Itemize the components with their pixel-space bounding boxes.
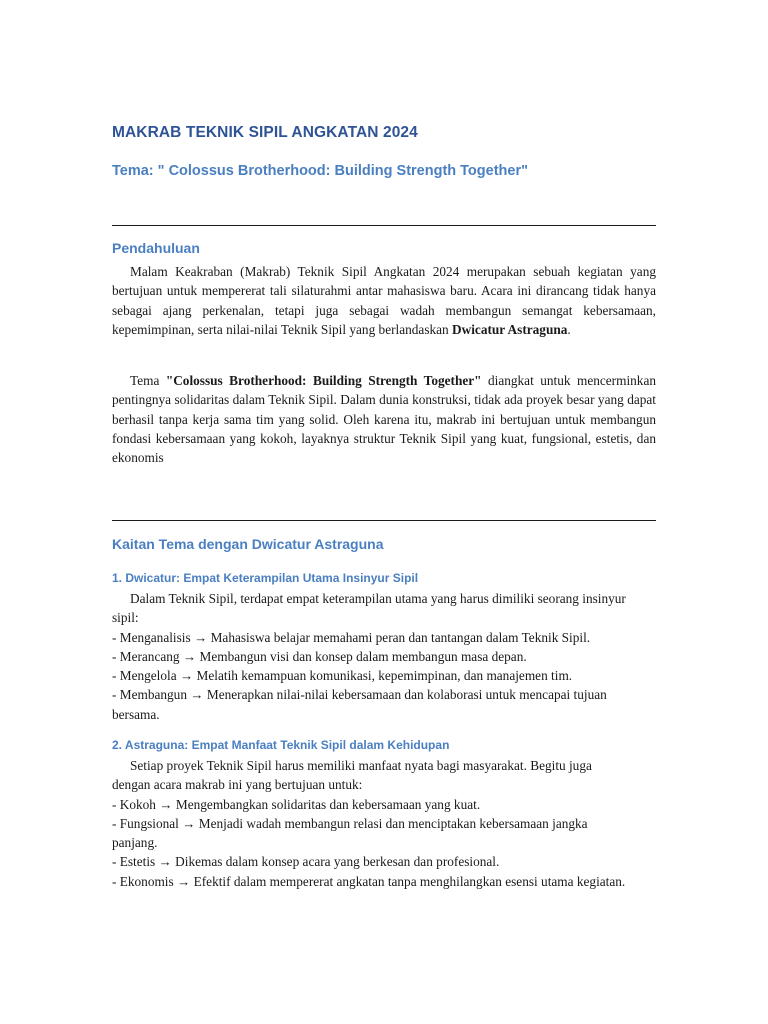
list-item: - Estetis → Dikemas dalam konsep acara yang berkesan dan profesional.	[112, 854, 500, 870]
divider-2	[112, 520, 656, 521]
astraguna-intro: Setiap proyek Teknik Sipil harus memiliki manfaat nyata bagi masyarakat. Begitu juga dengan acara makrab ini yang bertujuan untuk:	[112, 758, 592, 793]
intro-heading: Pendahuluan	[112, 240, 200, 256]
list-item: - Fungsional → Menjadi wadah membangun relasi dan menciptakan kebersamaan jangka panjang.	[112, 815, 588, 851]
intro-paragraph-2-bold: "Colossus Brotherhood: Building Strength Together"	[165, 373, 482, 388]
list-item: - Merancang → Membangun visi dan konsep dalam membangun masa depan.	[112, 648, 527, 664]
list-item: - Membangun → Menerapkan nilai-nilai kebersamaan dan kolaborasi untuk mencapai tujuan bersama.	[112, 687, 607, 722]
list-item: - Menganalisis → Mahasiswa belajar memahami peran dan tantangan dalam Teknik Sipil.	[112, 629, 591, 645]
relation-heading: Kaitan Tema dengan Dwicatur Astraguna	[112, 536, 384, 552]
dwicatur-block	[112, 589, 656, 724]
intro-paragraph-1-text: Malam Keakraban (Makrab) Teknik Sipil Angkatan 2024 merupakan sebuah kegiatan yang bertujuan untuk mempererat tali silaturahmi antar mahasiswa baru. Acara ini dirancang tidak hanya sebagai ajang perkenalan, tetapi juga sebagai wadah membangun semangat kebersamaan, kepemimpinan, serta nilai-nilai Teknik Sipil yang berlandaskan	[112, 264, 656, 337]
dwicatur-intro: Dalam Teknik Sipil, terdapat empat keterampilan utama yang harus dimiliki seorang insinyur sipil:	[112, 591, 626, 626]
list-item: - Mengelola → Melatih kemampuan komunikasi, kepemimpinan, dan manajemen tim.	[112, 668, 573, 684]
list-item: - Kokoh → Mengembangkan solidaritas dan kebersamaan yang kuat.	[112, 796, 481, 812]
intro-paragraph-2	[112, 371, 656, 467]
divider-1	[112, 225, 656, 226]
document-title: MAKRAB TEKNIK SIPIL ANGKATAN 2024	[112, 124, 418, 141]
astraguna-block	[112, 756, 656, 891]
intro-paragraph-1-bold: Dwicatur Astraguna	[452, 321, 568, 337]
dwicatur-heading: 1. Dwicatur: Empat Keterampilan Utama Insinyur Sipil	[112, 571, 419, 585]
intro-paragraph-2-start: Tema	[130, 373, 166, 388]
intro-paragraph-1-end: .	[567, 321, 571, 337]
intro-paragraph-2-text: diangkat untuk mencerminkan pentingnya solidaritas dalam Teknik Sipil. Dalam dunia konstruksi, tidak ada proyek besar yang dapat berhasil tanpa kerja sama tim yang solid. Oleh karena itu, makrab ini bertujuan untuk membangun fondasi kebersamaan yang kokoh, layaknya struktur Teknik Sipil yang kuat, fungsional, estetis, dan ekonomis	[112, 373, 656, 466]
intro-paragraph-1	[112, 262, 656, 339]
list-item: - Ekonomis → Efektif dalam mempererat angkatan tanpa menghilangkan esensi utama kegiatan.	[112, 873, 626, 889]
astraguna-heading: 2. Astraguna: Empat Manfaat Teknik Sipil dalam Kehidupan	[112, 738, 450, 752]
document-theme: Tema: " Colossus Brotherhood: Building Strength Together"	[112, 163, 528, 179]
